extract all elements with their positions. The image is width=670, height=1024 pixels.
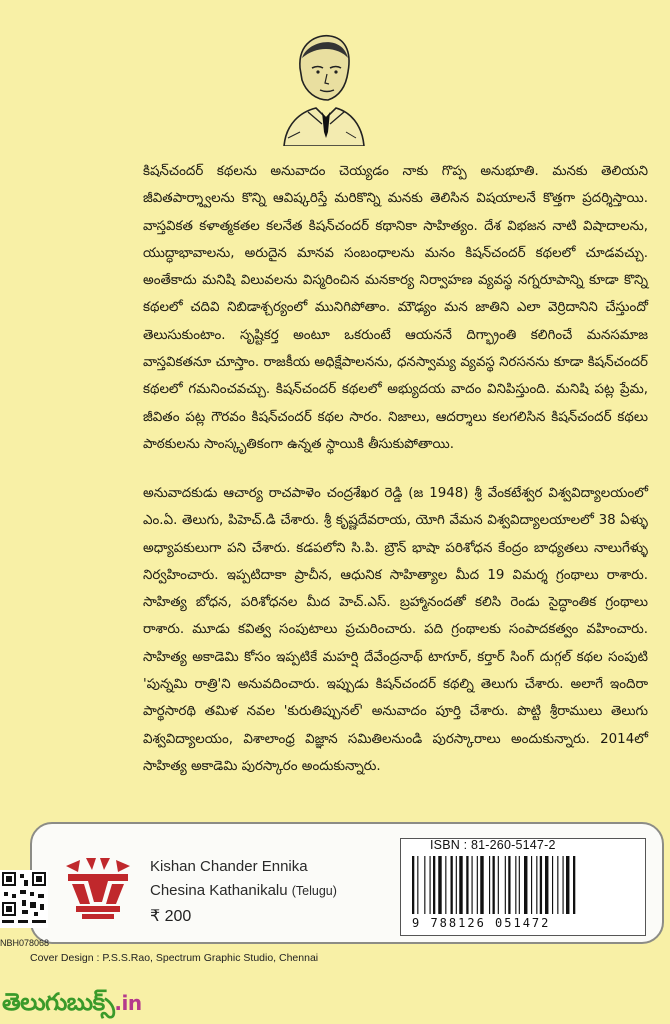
qr-code-text: NBH078068: [0, 938, 50, 948]
isbn-digits: 9 788126 051472: [412, 916, 551, 930]
sahitya-akademi-logo-icon: [62, 856, 134, 920]
author-portrait: [278, 28, 368, 146]
book-price: ₹ 200: [150, 908, 192, 925]
watermark-ext: .in: [114, 991, 142, 1015]
translator-bio-paragraph: అనువాదకుడు ఆచార్య రాచపాళెం చంద్రశేఖర రెడ్డి (జ 1948) శ్రీ వేంకటేశ్వర విశ్వవిద్యాలయంలో ఎం.ఏ. తెలుగు, పిహెచ్.డి చేశారు. శ్రీ కృష్ణదేవరాయ, యోగి వేమన విశ్వవిద్యాలయాలలో 38 ఏళ్ళు అధ్యాపకులుగా పని చేశారు. కడపలోని సి.పి. బ్రౌన్ భాషా పరిశోధన కేంద్రం బాధ్యతలు నాలుగేళ్ళు నిర్వహించారు. ఇప్పటిదాకా ప్రాచీన, ఆధునిక సాహిత్యాల మీద 19 విమర్శ గ్రంథాలు రాశారు. సాహిత్య బోధన, పరిశోధనల మీద హెచ్.ఎస్. బ్రహ్మానందతో కలిసి రెండు సైద్ధాంతిక గ్రంథాలు రాశారు. మూడు కవిత్వ సంపుటాలు ప్రచురించారు. పది గ్రంథాలకు సంపాదకత్వం వహించారు. సాహిత్య అకాడెమి కోసం ఇప్పటికే మహర్షి దేవేంద్రనాథ్ టాగూర్, కర్తార్ సింగ్ దుగ్గల్ కథల సంపుటి 'పున్నమి రాత్రి'ని అనువదించారు. ఇప్పుడు కిషన్‌చందర్ కథల్ని తెలుగు చేశారు. అలాగే ఇందిరా పార్థసారథి తమిళ నవల 'కురుతిప్పునల్' అనువాదం పూర్తి చేశారు. పొట్టి శ్రీరాములు తెలుగు విశ్వవిద్యాలయం, విశాలాంధ్ర విజ్ఞాన సమితిలనుండి పురస్కారాలు అందుకున్నారు. 2014లో సాహిత్య అకాడెమి పురస్కారం అందుకున్నారు.: [143, 486, 648, 774]
description-paragraph: కిషన్‌చందర్ కథలను అనువాదం చెయ్యడం నాకు గొప్ప అనుభూతి. మనకు తెలియని జీవితపార్శ్వాలను కొన్ని ఆవిష్కరిస్తే మరికొన్ని మనకు తెలిసిన విషయాలనే కొత్తగా ప్రదర్శిస్తాయి. వాస్తవికత కళాత్మకతల కలనేత కిషన్‌చందర్ కథానికా సాహిత్యం. దేశ విభజన నాటి విషాదాలను, యుద్ధాభావాలను, అరుదైన మానవ సంబంధాలను మనం కిషన్‌చందర్ కథలలో చూడవచ్చు. అంతేకాదు మనిషి విలువలను విస్మరించిన మనకార్య నిర్వాహణ వ్యవస్థ నగ్నరూపాన్ని కూడా కొన్ని కథలలో చదివి నిబిడాశ్చర్యంలో మునిగిపోతాం. మౌఢ్యం మన జాతిని ఎలా వెర్రిదానిని చేస్తుందో తెలుసుకుంటాం. సృష్టికర్త అంటూ ఒకరుంటే ఆయననే దిగ్భ్రాంతి కలిగించే మనసమాజ వాస్తవికతనూ చూస్తాం. రాజకీయ అధిక్షేపాలనను, ధనస్వామ్య వ్యవస్థ నిరసనను కూడా కిషన్‌చందర్ కథలలో గమనించవచ్చు. కిషన్‌చందర్ కథలలో అభ్యుదయ వాదం వినిపిస్తుంది. మనిషి పట్ల ప్రేమ, జీవితం పట్ల గౌరవం కిషన్‌చందర్ కథల సారం. నిజాలు, ఆదర్శాలు కలగలిసిన కిషన్‌చందర్ కథలు పాఠకులను సాంస్కృతికంగా ఉన్నత స్థాయికి తీసుకుపోతాయి.: [143, 164, 648, 452]
watermark-text: తెలుగుబుక్స్: [2, 988, 115, 1016]
book-title-line-2: [150, 882, 337, 899]
isbn-label: ISBN : 81-260-5147-2: [430, 838, 556, 852]
book-title-line-1: Kishan Chander Ennika: [150, 858, 308, 875]
qr-code-icon: [0, 870, 48, 928]
book-title-text: Chesina Kathanikalu: [150, 882, 288, 899]
cover-design-credit: Cover Design : P.S.S.Rao, Spectrum Graphic Studio, Chennai: [30, 952, 319, 964]
barcode-icon: [410, 856, 636, 914]
site-watermark: [2, 988, 142, 1022]
book-language: (Telugu): [291, 884, 337, 898]
